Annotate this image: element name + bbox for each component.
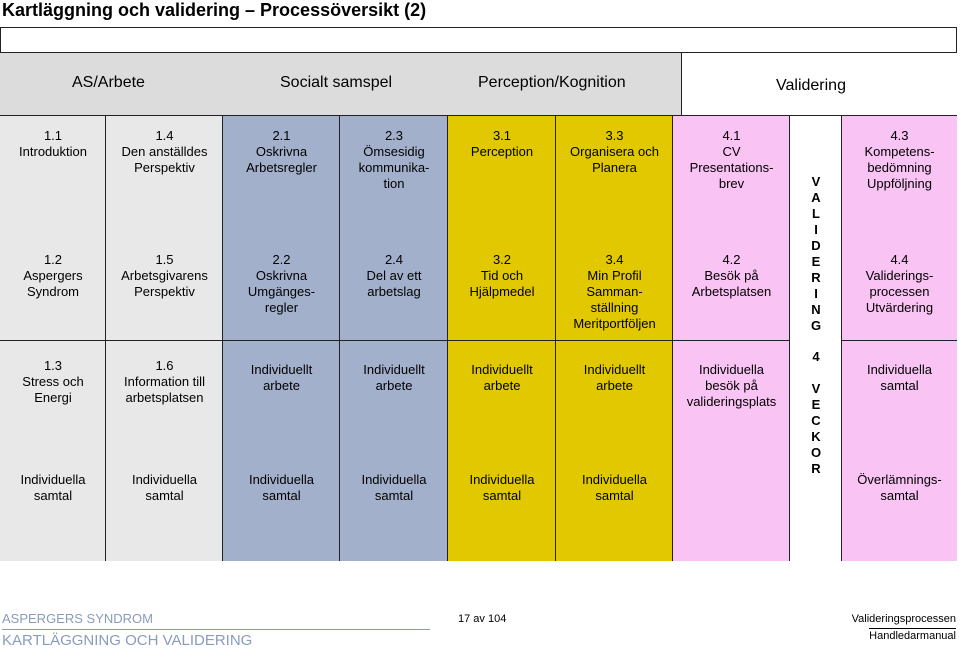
cell-6-low: Individuellt arbete <box>583 362 646 393</box>
cell-4-4: 4.4 Validerings- processen Utvärdering <box>865 252 934 315</box>
cell-1-5: 1.5 Arbetsgivarens Perspektiv <box>121 252 208 299</box>
cell-1-3: 1.3 Stress och Energi <box>22 358 84 405</box>
cell-4-bottom: Individuella samtal <box>361 472 427 503</box>
cell-1-4: 1.4 Den anställdes Perspektiv <box>121 128 208 175</box>
cell-1-1: 1.1 Introduktion <box>19 128 87 159</box>
cell-3-low: Individuellt arbete <box>250 362 313 393</box>
header-perception-kognition: Perception/Kognition <box>478 74 626 91</box>
row-divider <box>0 340 790 341</box>
cell-7-low: Individuella besök på valideringsplats <box>686 362 777 409</box>
cell-2-2: 2.2 Oskrivna Umgänges- regler <box>247 252 316 315</box>
cell-4-2: 4.2 Besök på Arbetsplatsen <box>691 252 772 299</box>
cell-2-1: 2.1 Oskrivna Arbetsregler <box>246 128 317 175</box>
cell-3-bottom: Individuella samtal <box>248 472 315 503</box>
cell-3-2: 3.2 Tid och Hjälpmedel <box>469 252 535 299</box>
cell-6-bottom: Individuella samtal <box>581 472 648 503</box>
header-as-arbete: AS/Arbete <box>72 74 145 91</box>
cell-1-2: 1.2 Aspergers Syndrom <box>23 252 83 299</box>
page-title: Kartläggning och validering – Processöversikt (2) <box>2 0 427 20</box>
cell-1-6: 1.6 Information till arbetsplatsen <box>124 358 205 405</box>
cell-1-bottom: Individuella samtal <box>20 472 86 503</box>
cell-4-3: 4.3 Kompetens- bedömning Uppföljning <box>864 128 935 191</box>
cell-4-1: 4.1 CV Presentations- brev <box>689 128 774 191</box>
cell-9-bottom: Överlämnings- samtal <box>857 472 942 503</box>
cell-3-4: 3.4 Min Profil Samman- ställning Meritportföljen <box>573 252 656 331</box>
cell-2-3: 2.3 Ömsesidig kommunika- tion <box>358 128 430 191</box>
footer-right-bottom: Handledarmanual <box>869 630 956 642</box>
cell-5-bottom: Individuella samtal <box>469 472 535 503</box>
cell-4-low: Individuellt arbete <box>363 362 425 393</box>
vertical-label-vecka: 4 V E C K O R <box>810 349 822 476</box>
cell-3-1: 3.1 Perception <box>470 128 534 159</box>
header-validering: Validering <box>776 77 846 94</box>
footer-title-bottom: KARTLÄGGNING OCH VALIDERING <box>2 629 430 649</box>
row-divider-right <box>842 340 957 341</box>
cell-9-low: Individuella samtal <box>866 362 933 393</box>
header-socialt-samspel: Socialt samspel <box>280 74 393 91</box>
footer-title-top: ASPERGERS SYNDROM <box>2 611 153 626</box>
cell-5-low: Individuellt arbete <box>471 362 533 393</box>
vertical-label-validering: V A L I D E R I N G <box>810 174 822 333</box>
cell-3-3: 3.3 Organisera och Planera <box>570 128 659 175</box>
page-number: 17 av 104 <box>458 613 507 625</box>
cell-2-4: 2.4 Del av ett arbetslag <box>366 252 422 299</box>
footer-right-top: Valideringsprocessen <box>851 613 956 625</box>
cell-2-bottom: Individuella samtal <box>131 472 198 503</box>
